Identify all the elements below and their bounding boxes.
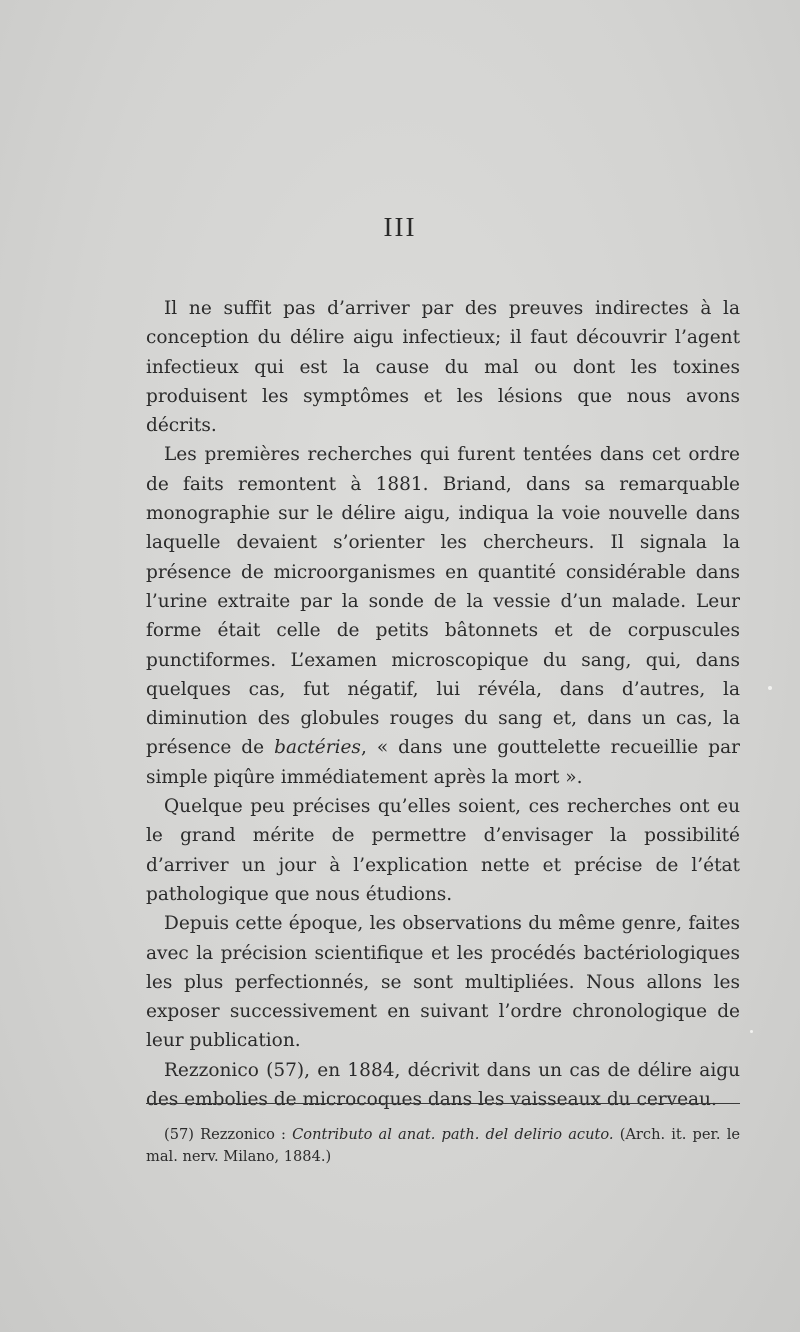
- paragraph-4: Depuis cette époque, les observations du même genre, faites avec la précision scientifique et les procédés bactériologiques les plus perfectionnés, se sont multipliées. Nous allons les exposer successivement en suivant l’ordre chronologique de leur publication.: [146, 913, 740, 1052]
- footnote-source: (Arch. it. per. le mal. nerv. Milano, 1884.): [146, 1126, 740, 1165]
- paragraph-5: Rezzonico (57), en 1884, décrivit dans un cas de délire aigu des embolies de microcoques dans les vaisseaux du cerveau.: [146, 1059, 740, 1111]
- paragraph-3: Quelque peu précises qu’elles soient, ces recherches ont eu le grand mérite de permettre d’envisager la possibilité d’arriver un jour à l’explication nette et précise de l’état pathologique que nous étudions.: [146, 796, 740, 905]
- footnote-title: Contributo al anat. path. del delirio acuto.: [292, 1126, 614, 1143]
- paragraph-2: [146, 440, 740, 792]
- paragraph-2-start: Les premières recherches qui furent tentées dans cet ordre de faits remontent à 1881. Briand, dans sa remarquable monographie sur le délire aigu, indiqua la voie nouvelle dans laquelle devaient s’orienter les chercheurs. Il signala la présence de microorganismes en quantité considérable dans l’urine extraite par la sonde de la vessie d’un malade. Leur forme était celle de petits bâtonnets et de corpuscules punctiformes. L’examen microscopique du sang, qui, dans quelques cas, fut négatif, lui révéla, dans d’autres, la diminution des globules rouges du sang et, dans un cas, la présence de: [146, 444, 740, 759]
- chapter-heading: III: [383, 212, 417, 242]
- paragraph-1: Il ne suffit pas d’arriver par des preuves indirectes à la conception du délire aigu infectieux; il faut découvrir l’agent infectieux qui est la cause du mal ou dont les toxines produisent les symptômes et les lésions que nous avons décrits.: [146, 298, 740, 437]
- paragraph-2-italic: bactéries: [274, 737, 361, 759]
- footnote: [146, 1124, 740, 1168]
- body-text: [146, 294, 740, 1114]
- footnote-text: [146, 1124, 740, 1168]
- paper-speck: [750, 1030, 753, 1033]
- paragraph-2-end: , « dans une gouttelette recueillie par simple piqûre immédiatement après la mort ».: [146, 737, 740, 788]
- footnote-ref: (57) Rezzonico :: [164, 1126, 293, 1143]
- paper-speck: [768, 686, 772, 690]
- footnote-divider: [146, 1103, 740, 1104]
